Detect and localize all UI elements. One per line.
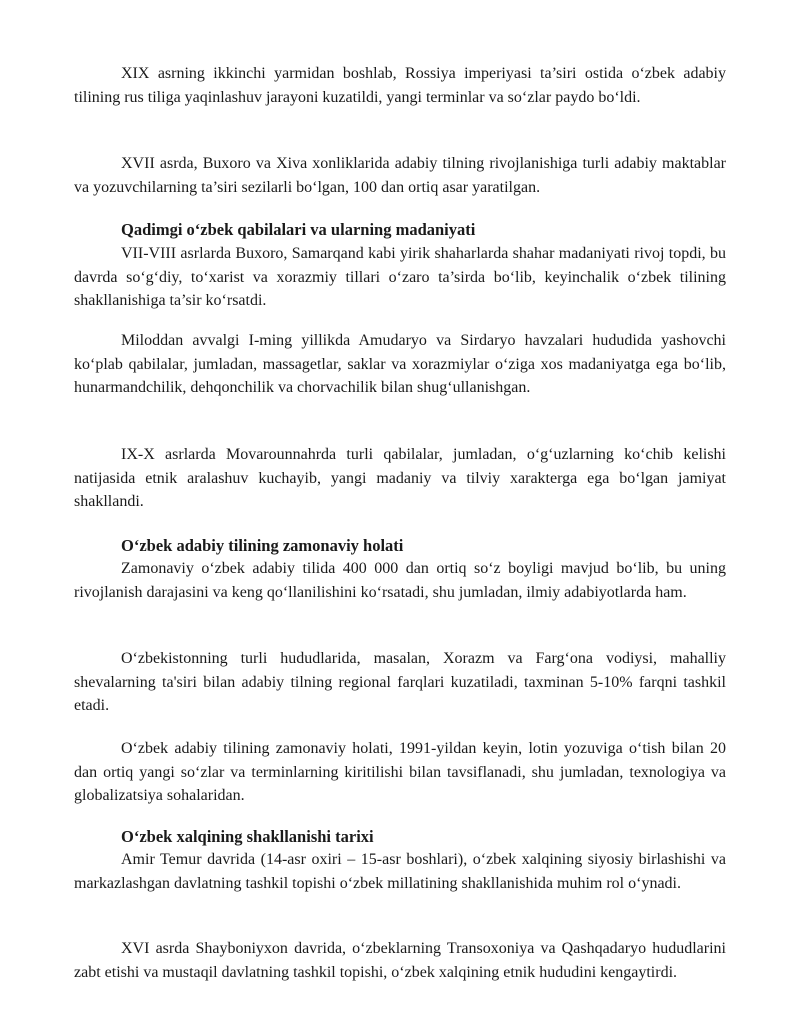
paragraph-amir-temur: Amir Temur davrida (14-asr oxiri – 15-asr boshlari), o‘zbek xalqining siyosiy birlashishi va markazlashgan davlatning tashkil topishi o‘zbek millatining shakllanishida muhim rol o‘ynadi.: [74, 851, 726, 892]
paragraph-city-culture: VII-VIII asrlarda Buxoro, Samarqand kabi yirik shaharlarda shahar madaniyati rivoj topdi, bu davrda so‘g‘diy, to‘xarist va xorazmiy tillari o‘zaro ta’sirda bo‘lib, keyinchalik o‘zbek tilining shakllanishiga ta’sir ko‘rsatdi.: [74, 245, 726, 309]
paragraph-tribes-millennium: Miloddan avvalgi I-ming yillikda Amudaryo va Sirdaryo havzalari hududida yashovchi ko‘plab qabilalar, jumladan, massagetlar, saklar va xorazmiylar o‘ziga xos madaniyatga ega bo‘lib, hunarmandchilik, dehqonchilik va chorvachilik bilan shug‘ullanishgan.: [74, 332, 726, 396]
paragraph-ethnic-mixing: IX-X asrlarda Movarounnahrda turli qabilalar, jumladan, o‘g‘uzlarning ko‘chib kelishi natijasida etnik aralashuv kuchayib, yangi madaniy va tilviy xarakterga ega bo‘lgan jamiyat shakllandi.: [74, 446, 726, 510]
paragraph-regional-differences: O‘zbekistonning turli hududlarida, masalan, Xorazm va Farg‘ona vodiysi, mahalliy shevalarning ta'siri bilan adabiy tilning regional farqlari kuzatiladi, taxminan 5-10% farqni tashkil etadi.: [74, 650, 726, 714]
heading-nation-history: O‘zbek xalqining shakllanishi tarixi: [121, 827, 374, 846]
heading-modern-state: O‘zbek adabiy tilining zamonaviy holati: [121, 536, 404, 555]
paragraph-shaybaniy: XVI asrda Shayboniyxon davrida, o‘zbeklarning Transoxoniya va Qashqadaryo hududlarini zabt etishi va mustaqil davlatning tashkil topishi, o‘zbek xalqining etnik hududini kengaytirdi.: [74, 940, 726, 981]
paragraph-latin-script: O‘zbek adabiy tilining zamonaviy holati, 1991-yildan keyin, lotin yozuviga o‘tish bilan 20 dan ortiq yangi so‘zlar va terminlarning kiritilishi bilan tavsiflanadi, shu jumladan, texnologiya va globalizatsiya sohalaridan.: [74, 740, 726, 804]
heading-ancient-tribes: Qadimgi o‘zbek qabilalari va ularning madaniyati: [121, 220, 476, 239]
paragraph-vocabulary: Zamonaviy o‘zbek adabiy tilida 400 000 dan ortiq so‘z boyligi mavjud bo‘lib, bu uning rivojlanish darajasini va keng qo‘llanilishini ko‘rsatadi, shu jumladan, ilmiy adabiyotlarda ham.: [74, 560, 726, 601]
paragraph-bukhara-khiva: XVII asrda, Buxoro va Xiva xonliklarida adabiy tilning rivojlanishiga turli adabiy maktablar va yozuvchilarning ta’siri sezilarli bo‘lgan, 100 dan ortiq asar yaratilgan.: [74, 155, 726, 196]
paragraph-rus-influence: XIX asrning ikkinchi yarmidan boshlab, Rossiya imperiyasi ta’siri ostida o‘zbek adabiy tilining rus tiliga yaqinlashuv jarayoni kuzatildi, yangi terminlar va so‘zlar paydo bo‘ldi.: [74, 65, 726, 106]
